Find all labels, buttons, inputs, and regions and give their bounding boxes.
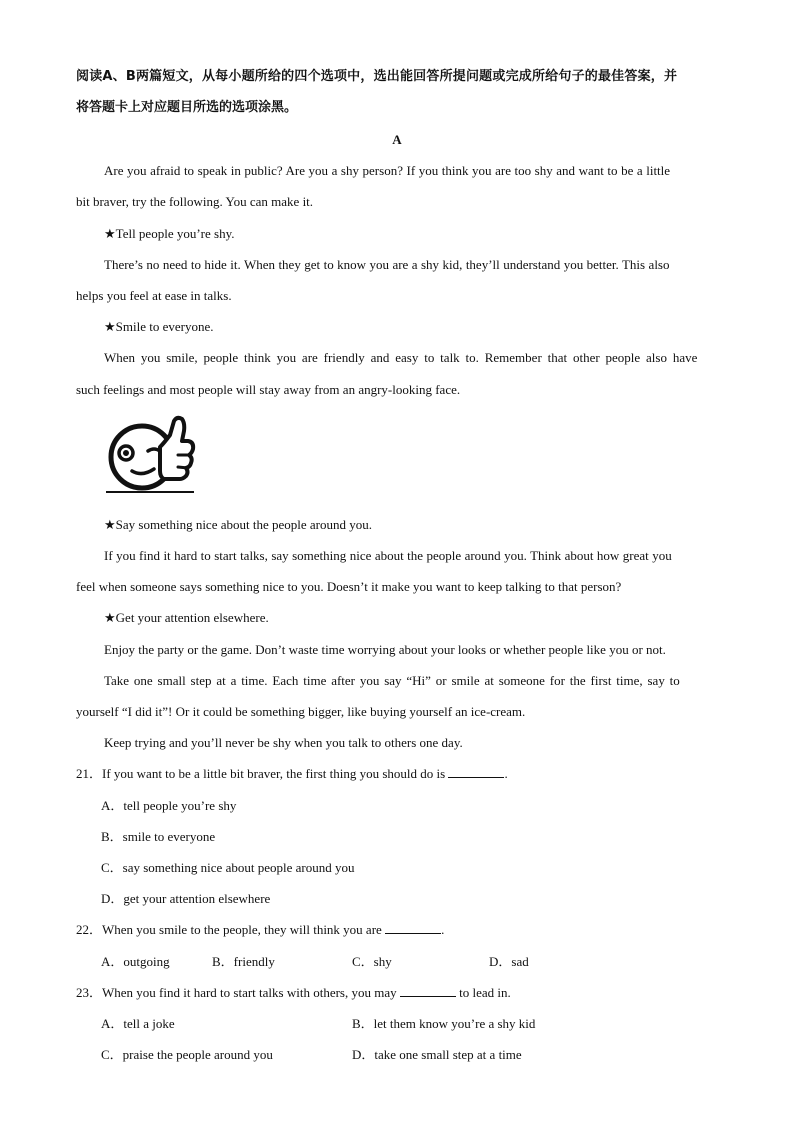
question-22-option-c: C．shy	[352, 954, 392, 969]
passage-paragraph-4-line-1: If you find it hard to start talks, say something nice about the people around you. Think about how great you	[104, 548, 672, 563]
question-23-option-d: D．take one small step at a time	[352, 1047, 522, 1062]
passage-paragraph-1-line-1: Are you afraid to speak in public? Are you a shy person? If you think you are too shy and want to be a little	[104, 163, 671, 178]
answer-blank	[385, 921, 441, 934]
passage-paragraph-4-line-2: feel when someone says something nice to you. Doesn’t it make you want to keep talking to that person?	[76, 579, 622, 594]
winking-thumbs-up-face-icon	[104, 413, 196, 495]
passage-paragraph-6-line-1: Take one small step at a time. Each time after you say “Hi” or smile at someone for the first time, say to	[104, 673, 680, 688]
instructions-line-1: 阅读A、B两篇短文，从每小题所给的四个选项中，选出能回答所提问题或完成所给句子的最佳答案，并	[76, 69, 678, 84]
question-22-option-b: B．friendly	[212, 954, 275, 969]
question-22-stem: 22．When you smile to the people, they will think you are .	[76, 922, 445, 937]
question-23-option-b: B．let them know you’re a shy kid	[352, 1016, 536, 1031]
passage-paragraph-3-line-1: When you smile, people think you are friendly and easy to talk to. Remember that other people also have	[104, 350, 698, 365]
question-21-option-a: A．tell people you’re shy	[101, 798, 237, 813]
question-21-option-d: D．get your attention elsewhere	[101, 891, 271, 906]
question-22-option-d: D．sad	[489, 954, 529, 969]
question-21-stem: 21．If you want to be a little bit braver, the first thing you should do is .	[76, 766, 508, 781]
passage-paragraph-1-line-2: bit braver, try the following. You can make it.	[76, 194, 314, 209]
passage-paragraph-2-line-2: helps you feel at ease in talks.	[76, 288, 232, 303]
tip-heading-3: ★Say something nice about the people around you.	[104, 517, 372, 532]
passage-paragraph-5: Enjoy the party or the game. Don’t waste time worrying about your looks or whether people like you or not.	[104, 642, 666, 657]
answer-blank	[448, 765, 504, 778]
passage-paragraph-2-line-1: There’s no need to hide it. When they get to know you are a shy kid, they’ll understand you better. This also	[104, 257, 670, 272]
tip-heading-4: ★Get your attention elsewhere.	[104, 610, 269, 625]
question-21-option-c: C．say something nice about people around you	[101, 860, 355, 875]
question-23-option-a: A．tell a joke	[101, 1016, 175, 1031]
tip-heading-1: ★Tell people you’re shy.	[104, 226, 235, 241]
section-title: A	[392, 132, 402, 147]
passage-paragraph-7: Keep trying and you’ll never be shy when you talk to others one day.	[104, 735, 463, 750]
question-23-option-c: C．praise the people around you	[101, 1047, 273, 1062]
question-21-option-b: B．smile to everyone	[101, 829, 216, 844]
question-23-stem: 23．When you find it hard to start talks with others, you may to lead in.	[76, 985, 511, 1000]
passage-paragraph-6-line-2: yourself “I did it”! Or it could be something bigger, like buying yourself an ice-cream.	[76, 704, 526, 719]
answer-blank	[400, 984, 456, 997]
instructions-line-2: 将答题卡上对应题目所选的选项涂黑。	[76, 100, 298, 115]
tip-heading-2: ★Smile to everyone.	[104, 319, 214, 334]
question-22-option-a: A．outgoing	[101, 954, 170, 969]
passage-paragraph-3-line-2: such feelings and most people will stay away from an angry-looking face.	[76, 382, 461, 397]
